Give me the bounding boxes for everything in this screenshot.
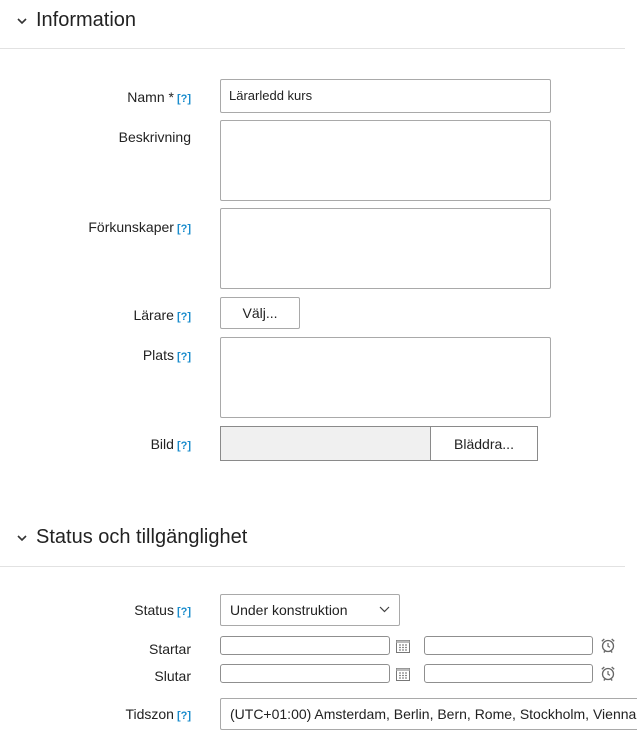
status-selected-value: Under konstruktion: [230, 602, 348, 618]
prerequisites-textarea[interactable]: [220, 208, 551, 289]
timezone-label: Tidszon [?]: [125, 706, 191, 722]
name-input[interactable]: Lärarledd kurs: [220, 79, 551, 113]
start-time-input[interactable]: [424, 636, 593, 655]
end-time-input[interactable]: [424, 664, 593, 683]
status-select[interactable]: [220, 594, 400, 626]
image-label: Bild [?]: [150, 436, 191, 452]
section-divider: [0, 566, 625, 567]
name-label: Namn * [?]: [127, 89, 191, 105]
section-divider: [0, 48, 625, 49]
choose-teachers-button[interactable]: Välj...: [220, 297, 300, 329]
browse-button[interactable]: Bläddra...: [430, 426, 538, 461]
teachers-label: Lärare [?]: [133, 307, 191, 323]
ends-label: Slutar: [154, 668, 191, 684]
location-label: Plats [?]: [142, 347, 191, 363]
file-path-field[interactable]: [220, 426, 431, 461]
help-link[interactable]: [?]: [176, 311, 191, 323]
chevron-down-icon: [14, 532, 30, 544]
chevron-down-icon: [379, 606, 390, 613]
section-header-status[interactable]: [14, 526, 247, 549]
section-title: Information: [36, 9, 137, 31]
prerequisites-label: Förkunskaper [?]: [88, 219, 191, 235]
status-label: Status [?]: [134, 602, 191, 618]
section-header-information[interactable]: [14, 9, 136, 32]
section-title: Status och tillgänglighet: [36, 526, 248, 548]
help-link[interactable]: [?]: [176, 440, 191, 452]
help-link[interactable]: [?]: [176, 223, 191, 235]
end-date-input[interactable]: [220, 664, 390, 683]
description-label: Beskrivning: [118, 129, 191, 145]
help-link[interactable]: [?]: [176, 93, 191, 105]
calendar-icon[interactable]: [395, 638, 411, 654]
location-textarea[interactable]: [220, 337, 551, 418]
alarm-clock-icon[interactable]: [600, 637, 616, 653]
timezone-select[interactable]: [220, 698, 637, 730]
calendar-icon[interactable]: [395, 666, 411, 682]
timezone-selected-value: (UTC+01:00) Amsterdam, Berlin, Bern, Rome, Stockholm, Vienna: [230, 706, 637, 722]
alarm-clock-icon[interactable]: [600, 665, 616, 681]
chevron-down-icon: [14, 15, 30, 27]
description-textarea[interactable]: [220, 120, 551, 201]
help-link[interactable]: [?]: [176, 606, 191, 618]
help-link[interactable]: [?]: [176, 351, 191, 363]
start-date-input[interactable]: [220, 636, 390, 655]
starts-label: Startar: [148, 641, 191, 657]
help-link[interactable]: [?]: [176, 710, 191, 722]
